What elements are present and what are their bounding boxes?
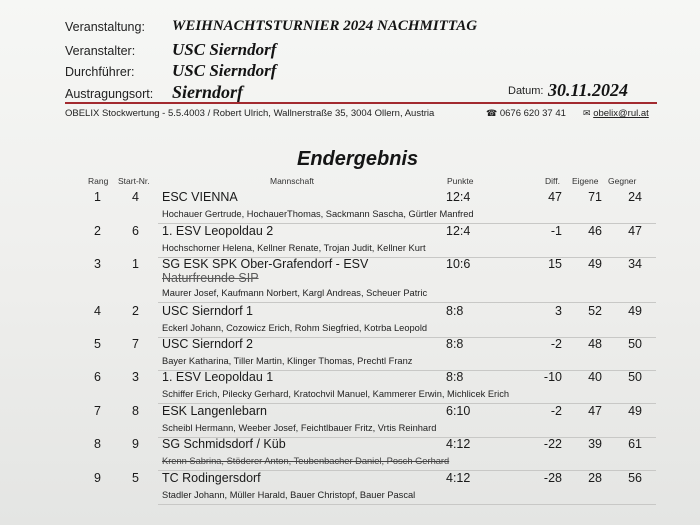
team-name-cell: 1. ESV Leopoldau 1 <box>162 370 274 384</box>
durchfuehrer-label: Durchführer: <box>65 65 135 79</box>
start-number-cell: 1 <box>132 257 139 271</box>
col-gegner: Gegner <box>608 176 637 186</box>
diff-cell: -10 <box>543 370 562 384</box>
points-cell: 12:4 <box>446 190 471 204</box>
team-name-cell: ESK Langenlebarn <box>162 404 267 418</box>
event-name: WEIHNACHTSTURNIER 2024 NACHMITTAG <box>172 18 478 34</box>
diff-cell: 3 <box>555 304 562 318</box>
col-start: Start-Nr. <box>118 176 150 186</box>
col-punkte: Punkte <box>447 176 474 186</box>
team-name-cell: SG Schmidsdorf / Küb <box>162 437 286 451</box>
veranstaltung-label: Veranstaltung: <box>65 20 145 34</box>
row-divider <box>158 302 656 303</box>
start-number-cell: 9 <box>132 437 139 451</box>
col-eigene: Eigene <box>572 176 599 186</box>
points-cell: 6:10 <box>446 404 471 418</box>
col-rang: Rang <box>88 176 109 186</box>
players-list: Hochauer Gertrude, HochauerThomas, Sackmann Sascha, Gürtler Manfred <box>162 209 474 219</box>
rank-cell: 5 <box>94 337 101 351</box>
rank-cell: 9 <box>94 471 101 485</box>
team-name-cell: ESC VIENNA <box>162 190 238 204</box>
email-info <box>583 108 649 119</box>
col-diff: Diff. <box>545 176 560 186</box>
team-name-cell: USC Sierndorf 1 <box>162 304 254 318</box>
own-score-cell: 28 <box>588 471 602 485</box>
diff-cell: -2 <box>550 404 562 418</box>
start-number-cell: 4 <box>132 190 139 204</box>
start-number-cell: 8 <box>132 404 139 418</box>
rank-cell: 1 <box>94 190 101 204</box>
veranstalter-label: Veranstalter: <box>65 44 136 58</box>
own-score-cell: 46 <box>588 224 602 238</box>
own-score-cell: 49 <box>588 257 602 271</box>
points-cell: 8:8 <box>446 337 464 351</box>
own-score-cell: 39 <box>588 437 602 451</box>
phone-number: 0676 620 37 41 <box>499 108 566 119</box>
opponent-score-cell: 34 <box>628 257 642 271</box>
points-cell: 10:6 <box>446 257 471 271</box>
rank-cell: 7 <box>94 404 101 418</box>
start-number-cell: 2 <box>132 304 139 318</box>
opponent-score-cell: 61 <box>628 437 642 451</box>
diff-cell: -28 <box>543 471 562 485</box>
rank-cell: 6 <box>94 370 101 384</box>
row-divider <box>158 504 656 505</box>
players-list: Maurer Josef, Kaufmann Norbert, Kargl Andreas, Scheuer Patric <box>162 288 428 298</box>
email-address: obelix@rul.at <box>593 108 649 119</box>
rank-cell: 2 <box>94 224 101 238</box>
players-list: Krenn Sabrina, Stöderer Anton, Teubenbacher Daniel, Posch Gerhard <box>162 456 450 466</box>
start-number-cell: 6 <box>132 224 139 238</box>
header-divider <box>65 102 657 104</box>
page-title: Endergebnis <box>297 148 419 170</box>
datum-label: Datum: <box>508 85 544 97</box>
team-name-cell: USC Sierndorf 2 <box>162 337 254 351</box>
opponent-score-cell: 56 <box>628 471 642 485</box>
diff-cell: -2 <box>550 337 562 351</box>
software-info: OBELIX Stockwertung - 5.5.4003 / Robert Ulrich, Wallnerstraße 35, 3004 Ollern, Austria <box>65 108 435 119</box>
diff-cell: -1 <box>550 224 562 238</box>
points-cell: 12:4 <box>446 224 471 238</box>
austragungsort-label: Austragungsort: <box>65 87 154 101</box>
team-name-cell: 1. ESV Leopoldau 2 <box>162 224 274 238</box>
col-mannschaft: Mannschaft <box>270 176 314 186</box>
venue: Sierndorf <box>172 82 244 102</box>
start-number-cell: 3 <box>132 370 139 384</box>
own-score-cell: 48 <box>588 337 602 351</box>
points-cell: 8:8 <box>446 304 464 318</box>
organizer: USC Sierndorf <box>172 40 277 59</box>
points-cell: 8:8 <box>446 370 464 384</box>
rank-cell: 8 <box>94 437 101 451</box>
opponent-score-cell: 49 <box>628 304 642 318</box>
event-date: 30.11.2024 <box>548 80 629 100</box>
opponent-score-cell: 49 <box>628 404 642 418</box>
own-score-cell: 40 <box>588 370 602 384</box>
diff-cell: -22 <box>543 437 562 451</box>
own-score-cell: 52 <box>588 304 602 318</box>
envelope-icon: ✉ <box>583 108 591 118</box>
players-list: Hochschorner Helena, Kellner Renate, Trojan Judit, Kellner Kurt <box>162 243 426 253</box>
points-cell: 4:12 <box>446 471 471 485</box>
players-list: Bayer Katharina, Tiller Martin, Klinger Thomas, Prechtl Franz <box>162 356 413 366</box>
start-number-cell: 5 <box>132 471 139 485</box>
rank-cell: 4 <box>94 304 101 318</box>
own-score-cell: 47 <box>588 404 602 418</box>
executor: USC Sierndorf <box>172 61 277 80</box>
players-list: Schiffer Erich, Pilecky Gerhard, Kratochvil Manuel, Kammerer Erwin, Michlicek Erich <box>162 389 510 399</box>
start-number-cell: 7 <box>132 337 139 351</box>
opponent-score-cell: 50 <box>628 370 642 384</box>
diff-cell: 47 <box>548 190 562 204</box>
diff-cell: 15 <box>548 257 562 271</box>
opponent-score-cell: 24 <box>628 190 642 204</box>
players-list: Scheibl Hermann, Weeber Josef, Feichtlbauer Fritz, Vrtis Reinhard <box>162 423 437 433</box>
own-score-cell: 71 <box>588 190 602 204</box>
players-list: Eckerl Johann, Cozowicz Erich, Rohm Siegfried, Kotrba Leopold <box>162 323 428 333</box>
opponent-score-cell: 47 <box>628 224 642 238</box>
team-name-continuation: Naturfreunde SIP <box>162 271 259 285</box>
phone-icon: ☎ <box>486 108 498 118</box>
players-list: Stadler Johann, Müller Harald, Bauer Christopf, Bauer Pascal <box>162 490 416 500</box>
points-cell: 4:12 <box>446 437 471 451</box>
phone-info <box>486 108 566 119</box>
team-name-cell: TC Rodingersdorf <box>162 471 261 485</box>
opponent-score-cell: 50 <box>628 337 642 351</box>
team-name-cell: SG ESK SPK Ober-Grafendorf - ESV <box>162 257 369 271</box>
rank-cell: 3 <box>94 257 101 271</box>
